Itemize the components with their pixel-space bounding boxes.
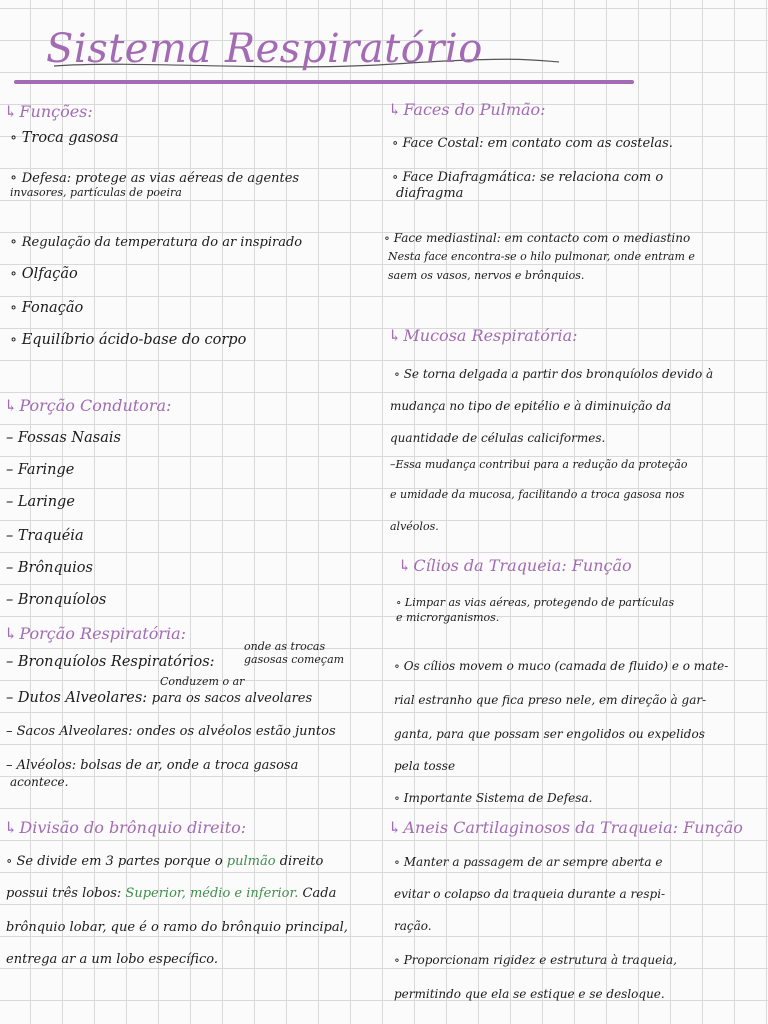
- title-block: [14, 14, 644, 94]
- list-item: ∘ Defesa: protege as vias aéreas de agentes: [10, 170, 300, 186]
- page-title: Sistema Respiratório: [46, 26, 483, 72]
- list-item: – Fossas Nasais: [6, 430, 121, 446]
- list-item-continuation: diafragma: [396, 186, 464, 201]
- list-item: – Laringe: [6, 494, 75, 510]
- section-heading-aneis-cartilaginosos: ↳ Aneis Cartilaginosos da Traqueia: Função: [388, 818, 743, 837]
- annotation-note: gasosas começam: [244, 653, 345, 666]
- paragraph-line: ∘ Limpar as vias aéreas, protegendo de partículas: [396, 596, 675, 609]
- list-item: – Brônquios: [6, 560, 93, 576]
- arrow-icon: ↳: [4, 818, 18, 837]
- list-item: ∘ Fonação: [10, 300, 84, 316]
- paragraph-line: –Essa mudança contribui para a redução da proteção: [390, 458, 688, 471]
- paragraph-line: ∘ Os cílios movem o muco (camada de fluido) e o mate-: [394, 659, 729, 673]
- list-item: – Sacos Alveolares: ondes os alvéolos estão juntos: [6, 724, 336, 739]
- list-item: ∘ Face Diafragmática: se relaciona com o: [392, 170, 664, 185]
- paragraph-line: ∘ Importante Sistema de Defesa.: [394, 791, 593, 805]
- paragraph-line: permitindo que ela se estique e se desloque.: [394, 987, 665, 1001]
- list-item: – Traquéia: [6, 528, 84, 544]
- paragraph-line: e microrganismos.: [396, 611, 500, 624]
- arrow-icon: ↳: [388, 818, 402, 837]
- list-item: ∘ Face Costal: em contato com as costelas.: [392, 136, 673, 151]
- section-heading-porcao-condutora: ↳ Porção Condutora:: [4, 396, 172, 415]
- section-heading-faces-pulmao: ↳ Faces do Pulmão:: [388, 100, 546, 119]
- annotation-note: onde as trocas: [244, 640, 326, 653]
- paragraph-line: evitar o colapso da traqueia durante a respi-: [394, 887, 666, 901]
- paragraph-line: ganta, para que possam ser engolidos ou expelidos: [394, 727, 705, 741]
- section-heading-cilios-traqueia: ↳ Cílios da Traqueia: Função: [398, 556, 632, 575]
- annotation-note: Conduzem o ar: [160, 675, 245, 688]
- list-item: – Bronquíolos Respiratórios:: [6, 654, 215, 670]
- title-underline: [14, 80, 634, 84]
- arrow-icon: ↳: [4, 624, 18, 643]
- section-heading-divisao-bronquio: ↳ Divisão do brônquio direito:: [4, 818, 247, 837]
- list-item-continuation: acontece.: [10, 775, 69, 789]
- paragraph-line: mudança no tipo de epitélio e à diminuição da: [390, 399, 672, 413]
- list-item: ∘ Regulação da temperatura do ar inspirado: [10, 234, 303, 250]
- paragraph-line: brônquio lobar, que é o ramo do brônquio principal,: [6, 920, 348, 935]
- section-heading-porcao-respiratoria: ↳ Porção Respiratória:: [4, 624, 187, 643]
- list-item: ∘ Equilíbrio ácido-base do corpo: [10, 332, 247, 348]
- list-item-continuation: invasores, partículas de poeira: [10, 186, 182, 199]
- arrow-icon: ↳: [4, 102, 18, 121]
- list-item: – Alvéolos: bolsas de ar, onde a troca gasosa: [6, 758, 299, 773]
- section-heading-funcoes: ↳ Funções:: [4, 102, 93, 121]
- list-item-continuation: Nesta face encontra-se o hilo pulmonar, onde entram e: [388, 250, 695, 263]
- paragraph-line: pela tosse: [394, 759, 456, 773]
- paragraph-line: entrega ar a um lobo específico.: [6, 952, 218, 967]
- list-item: – Bronquíolos: [6, 592, 107, 608]
- list-item: ∘ Face mediastinal: em contacto com o mediastino: [384, 231, 691, 245]
- arrow-icon: ↳: [388, 326, 402, 345]
- list-item: – Faringe: [6, 462, 75, 478]
- list-item: ∘ Olfação: [10, 266, 78, 282]
- paragraph-line: alvéolos.: [390, 520, 439, 533]
- list-item: – Dutos Alveolares: para os sacos alveolares: [6, 690, 313, 706]
- paragraph-line: rial estranho que fica preso nele, em direção à gar-: [394, 693, 707, 707]
- paragraph-line: ração.: [394, 919, 432, 933]
- list-item: ∘ Troca gasosa: [10, 130, 119, 146]
- paragraph-line: possui três lobos: Superior, médio e inferior. Cada: [6, 886, 337, 901]
- paragraph-line: ∘ Se torna delgada a partir dos bronquíolos devido à: [394, 367, 714, 381]
- paragraph-line: quantidade de células caliciformes.: [390, 431, 606, 445]
- arrow-icon: ↳: [388, 100, 402, 119]
- paragraph-line: ∘ Manter a passagem de ar sempre aberta e: [394, 855, 663, 869]
- arrow-icon: ↳: [4, 396, 18, 415]
- paragraph-line: e umidade da mucosa, facilitando a troca gasosa nos: [390, 488, 685, 501]
- paragraph-line: ∘ Proporcionam rigidez e estrutura à traqueia,: [394, 953, 677, 967]
- arrow-icon: ↳: [398, 556, 412, 575]
- list-item-continuation: saem os vasos, nervos e brônquios.: [388, 269, 585, 282]
- paragraph-line: ∘ Se divide em 3 partes porque o pulmão direito: [6, 854, 324, 869]
- section-heading-mucosa-respiratoria: ↳ Mucosa Respiratória:: [388, 326, 578, 345]
